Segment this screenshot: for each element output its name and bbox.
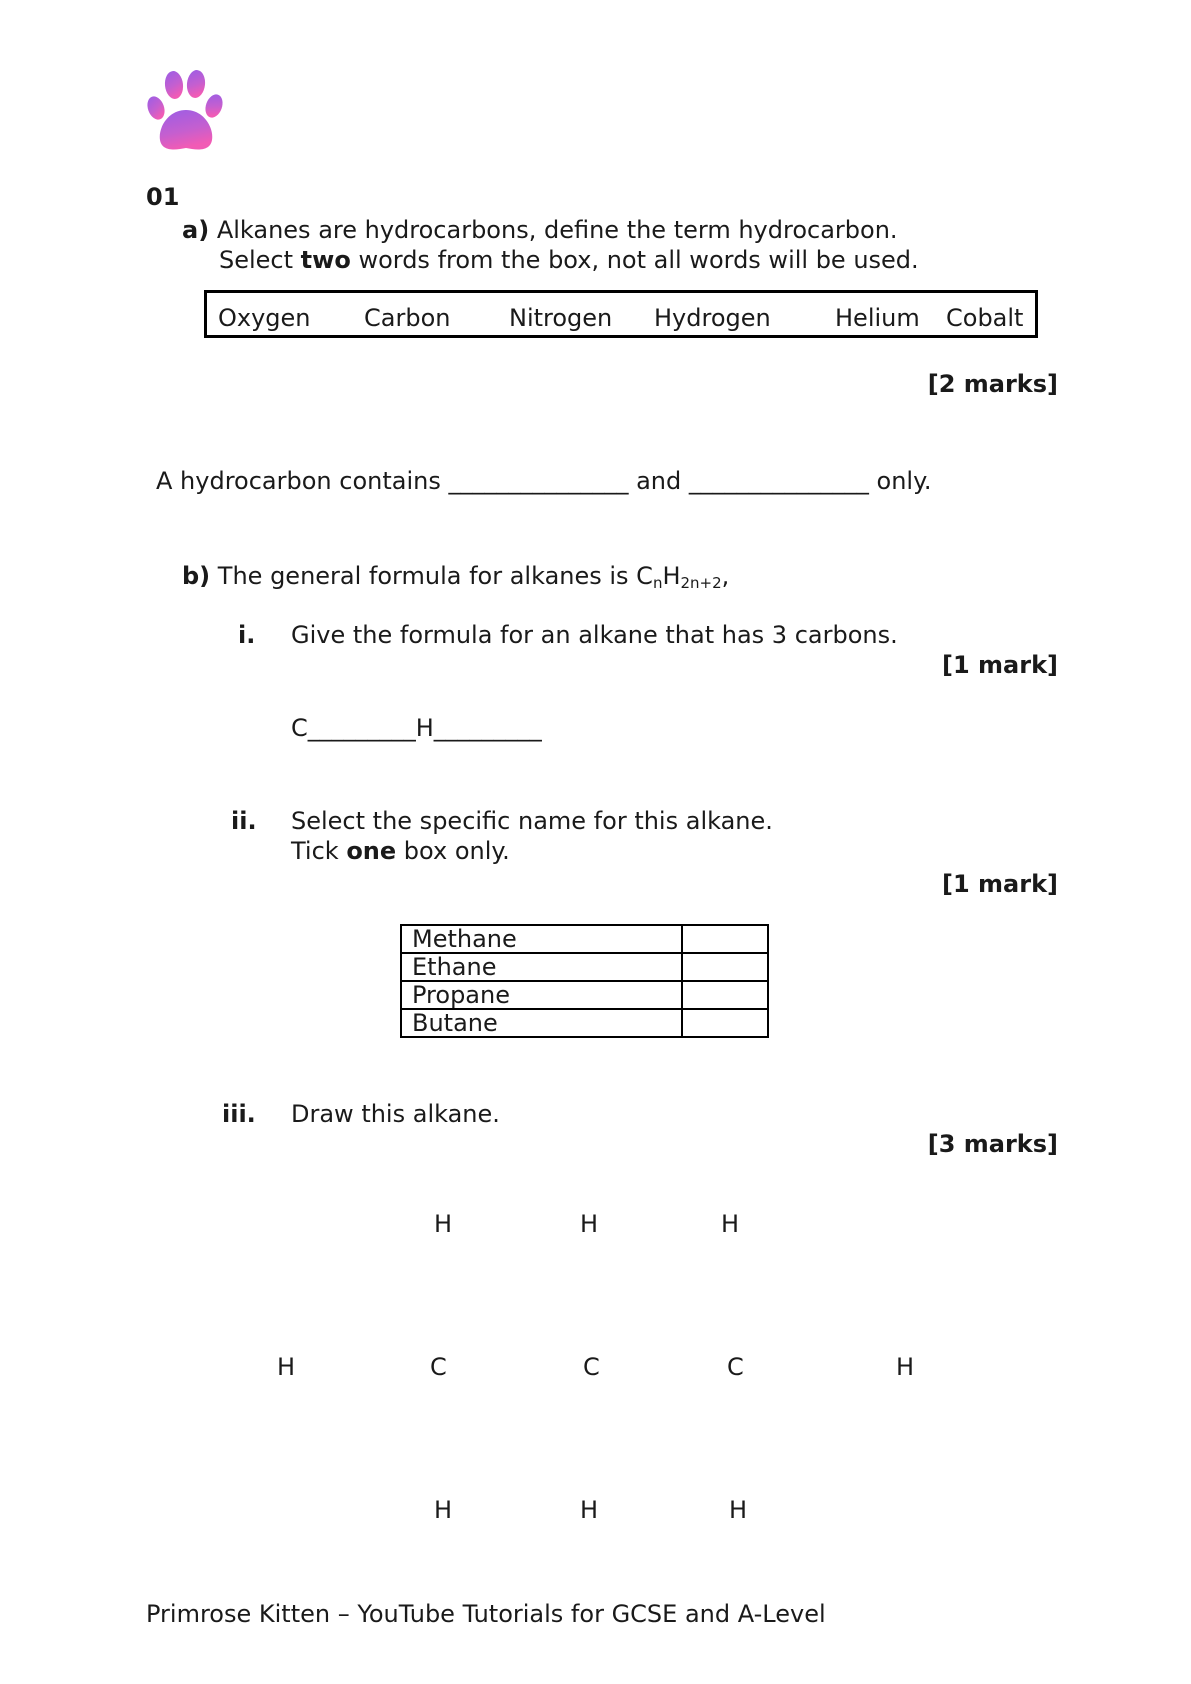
word-option: Carbon (364, 304, 451, 332)
marks-b-i: [1 mark] (942, 651, 1058, 679)
word-option: Nitrogen (509, 304, 613, 332)
atom-hydrogen: H (580, 1210, 599, 1238)
marks-b-iii: [3 marks] (927, 1130, 1058, 1158)
table-row (401, 1009, 768, 1037)
tick-box[interactable] (682, 953, 768, 981)
word-option: Cobalt (946, 304, 1024, 332)
answer-line-a[interactable]: A hydrocarbon contains _______________ and _______________ only. (156, 467, 932, 495)
option-name: Propane (401, 981, 682, 1009)
question-number: 01 (146, 183, 180, 211)
atom-hydrogen: H (729, 1496, 748, 1524)
tick-box[interactable] (682, 925, 768, 953)
word-option: Hydrogen (654, 304, 771, 332)
table-row (401, 925, 768, 953)
footer-text: Primrose Kitten – YouTube Tutorials for GCSE and A-Level (146, 1600, 826, 1628)
atom-carbon: C (583, 1353, 600, 1381)
part-b-i-text: Give the formula for an alkane that has 3 carbons. (291, 621, 898, 649)
part-b-i-label: i. (238, 621, 256, 649)
atom-hydrogen: H (434, 1496, 453, 1524)
atom-hydrogen: H (721, 1210, 740, 1238)
atom-carbon: C (727, 1353, 744, 1381)
part-b-ii-line2: Tick one box only. (291, 837, 510, 865)
part-b-ii-line1: Select the specific name for this alkane. (291, 807, 773, 835)
table-row (401, 953, 768, 981)
part-b-intro: b) The general formula for alkanes is $C_nH_{2n+2}$, (182, 562, 730, 592)
atom-hydrogen: H (277, 1353, 296, 1381)
marks-a: [2 marks] (927, 370, 1058, 398)
part-a-label: a) (182, 216, 210, 244)
atom-carbon: C (430, 1353, 447, 1381)
emphasis-one: one (346, 837, 397, 865)
marks-b-ii: [1 mark] (942, 870, 1058, 898)
alkane-options-table (400, 924, 769, 1038)
word-option: Oxygen (218, 304, 311, 332)
tick-box[interactable] (682, 981, 768, 1009)
emphasis-two: two (300, 246, 351, 274)
option-name: Butane (401, 1009, 682, 1037)
atom-hydrogen: H (896, 1353, 915, 1381)
part-b-iii-label: iii. (222, 1100, 256, 1128)
table-row (401, 981, 768, 1009)
tick-box[interactable] (682, 1009, 768, 1037)
part-b-label: b) (182, 562, 211, 590)
part-a-line1: Alkanes are hydrocarbons, define the term hydrocarbon. (216, 216, 898, 244)
word-option: Helium (835, 304, 920, 332)
atom-hydrogen: H (580, 1496, 599, 1524)
part-b-ii-label: ii. (231, 807, 257, 835)
option-name: Methane (401, 925, 682, 953)
option-name: Ethane (401, 953, 682, 981)
paw-print-icon (146, 70, 226, 154)
part-a-text (182, 218, 898, 242)
part-a-instruction: Select two words from the box, not all words will be used. (219, 246, 919, 274)
part-b-iii-text: Draw this alkane. (291, 1100, 500, 1128)
atom-hydrogen: H (434, 1210, 453, 1238)
word-box (204, 290, 1038, 338)
formula-answer-line[interactable]: C_________H_________ (291, 714, 542, 742)
